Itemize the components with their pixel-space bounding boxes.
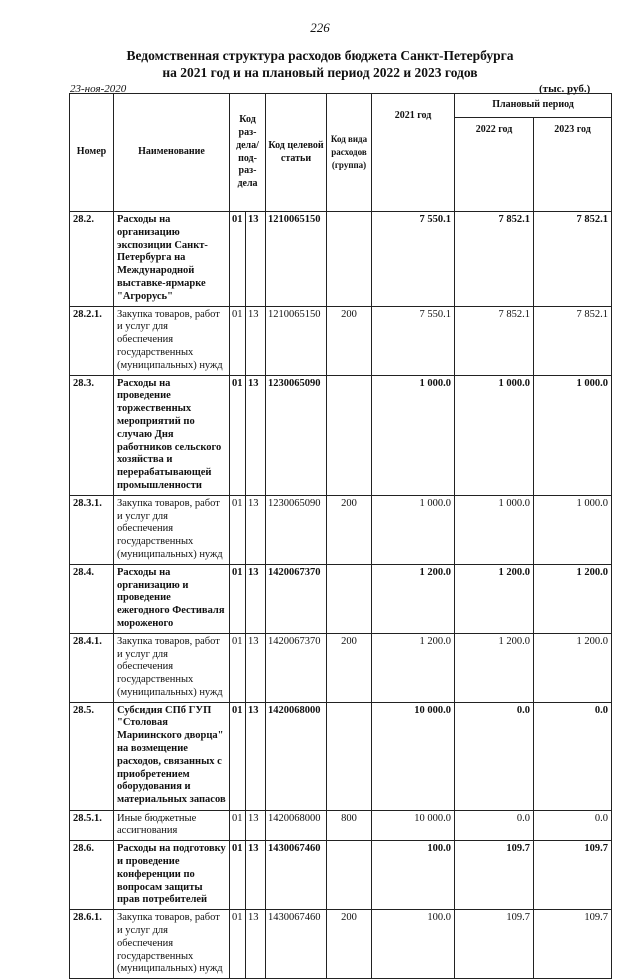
row-value-2021: 1 200.0 [372,633,455,702]
row-value-2021: 7 550.1 [372,306,455,375]
row-target-code: 1430067460 [266,910,327,979]
row-value-2023: 1 200.0 [534,564,612,633]
row-section: 01 [230,212,246,307]
row-name: Закупка товаров, работ и услуг для обеспечения государственных (муниципальных) нужд [114,495,230,564]
header-2023: 2023 год [534,118,612,212]
row-section: 01 [230,306,246,375]
row-value-2022: 0.0 [455,810,534,841]
row-target-code: 1420067370 [266,564,327,633]
row-value-2021: 10 000.0 [372,810,455,841]
row-expense-type [327,375,372,495]
document-title [0,47,640,81]
row-number: 28.5. [70,702,114,810]
row-name: Расходы на проведение торжественных мероприятий по случаю Дня работников сельского хозяйства и перерабатывающей промышленности [114,375,230,495]
row-expense-type [327,841,372,910]
row-name: Закупка товаров, работ и услуг для обеспечения государственных (муниципальных) нужд [114,306,230,375]
row-number: 28.6. [70,841,114,910]
table-row [70,212,612,307]
row-section: 01 [230,702,246,810]
row-value-2022: 1 200.0 [455,564,534,633]
row-value-2021: 1 200.0 [372,564,455,633]
row-value-2021: 1 000.0 [372,495,455,564]
row-expense-type: 200 [327,910,372,979]
row-value-2023: 7 852.1 [534,306,612,375]
title-line-2: на 2021 год и на плановый период 2022 и 2023 годов [162,65,478,80]
row-expense-type [327,212,372,307]
row-expense-type: 800 [327,810,372,841]
page-number: 226 [310,20,330,35]
row-value-2023: 7 852.1 [534,212,612,307]
row-subsection: 13 [246,375,266,495]
row-number: 28.2. [70,212,114,307]
row-number: 28.4.1. [70,633,114,702]
row-expense-type: 200 [327,633,372,702]
table-row [70,564,612,633]
units-label: (тыс. руб.) [539,83,591,95]
row-value-2022: 7 852.1 [455,306,534,375]
row-target-code: 1420068000 [266,702,327,810]
row-name: Расходы на организацию экспозиции Санкт-Петербурга на Международной выставке-ярмарке "Агрорусь" [114,212,230,307]
row-expense-type: 200 [327,495,372,564]
row-subsection: 13 [246,841,266,910]
header-2022: 2022 год [455,118,534,212]
table-row [70,910,612,979]
row-subsection: 13 [246,564,266,633]
row-subsection: 13 [246,810,266,841]
row-section: 01 [230,495,246,564]
table-row [70,306,612,375]
row-name: Закупка товаров, работ и услуг для обеспечения государственных (муниципальных) нужд [114,910,230,979]
row-expense-type [327,702,372,810]
header-number: Номер [70,94,114,212]
row-section: 01 [230,841,246,910]
row-name: Расходы на подготовку и проведение конференции по вопросам защиты прав потребителей [114,841,230,910]
row-name: Иные бюджетные ассигнования [114,810,230,841]
table-row [70,841,612,910]
title-line-1: Ведомственная структура расходов бюджета Санкт-Петербурга [126,48,514,63]
row-number: 28.4. [70,564,114,633]
row-target-code: 1210065150 [266,306,327,375]
row-subsection: 13 [246,633,266,702]
budget-table [69,93,612,979]
row-name: Закупка товаров, работ и услуг для обеспечения государственных (муниципальных) нужд [114,633,230,702]
table-row [70,702,612,810]
row-section: 01 [230,375,246,495]
row-target-code: 1230065090 [266,495,327,564]
row-value-2022: 109.7 [455,841,534,910]
row-target-code: 1210065150 [266,212,327,307]
row-value-2023: 0.0 [534,702,612,810]
table-row [70,375,612,495]
header-section: Код раз-дела/ под-раз-дела [230,94,266,212]
table-row [70,810,612,841]
row-number: 28.5.1. [70,810,114,841]
header-target: Код целевой статьи [266,94,327,212]
row-value-2021: 10 000.0 [372,702,455,810]
header-plan-period: Плановый период [455,94,612,118]
row-subsection: 13 [246,495,266,564]
row-name: Субсидия СПб ГУП "Столовая Мариинского дворца" на возмещение расходов, связанных с приобретением оборудования и материальных запасов [114,702,230,810]
row-value-2022: 1 000.0 [455,375,534,495]
row-section: 01 [230,810,246,841]
row-section: 01 [230,564,246,633]
row-target-code: 1420067370 [266,633,327,702]
row-number: 28.3.1. [70,495,114,564]
document-date: 23-ноя-2020 [70,83,127,95]
table-row [70,633,612,702]
table-body [70,212,612,979]
row-target-code: 1230065090 [266,375,327,495]
header-expense-type: Код вида расходов (группа) [327,94,372,212]
row-section: 01 [230,910,246,979]
row-subsection: 13 [246,212,266,307]
row-value-2021: 100.0 [372,910,455,979]
row-name: Расходы на организацию и проведение ежегодного Фестиваля мороженого [114,564,230,633]
row-value-2023: 109.7 [534,841,612,910]
row-number: 28.6.1. [70,910,114,979]
row-value-2023: 109.7 [534,910,612,979]
table-row [70,495,612,564]
row-subsection: 13 [246,702,266,810]
row-value-2022: 0.0 [455,702,534,810]
row-subsection: 13 [246,910,266,979]
header-2021: 2021 год [372,94,455,212]
row-section: 01 [230,633,246,702]
row-expense-type [327,564,372,633]
row-expense-type: 200 [327,306,372,375]
row-value-2021: 1 000.0 [372,375,455,495]
row-subsection: 13 [246,306,266,375]
row-value-2023: 1 000.0 [534,495,612,564]
row-value-2022: 1 200.0 [455,633,534,702]
row-value-2022: 109.7 [455,910,534,979]
row-value-2022: 7 852.1 [455,212,534,307]
row-target-code: 1420068000 [266,810,327,841]
row-value-2021: 100.0 [372,841,455,910]
row-value-2021: 7 550.1 [372,212,455,307]
header-name: Наименование [114,94,230,212]
row-number: 28.2.1. [70,306,114,375]
row-value-2022: 1 000.0 [455,495,534,564]
row-number: 28.3. [70,375,114,495]
row-target-code: 1430067460 [266,841,327,910]
row-value-2023: 1 000.0 [534,375,612,495]
row-value-2023: 0.0 [534,810,612,841]
row-value-2023: 1 200.0 [534,633,612,702]
